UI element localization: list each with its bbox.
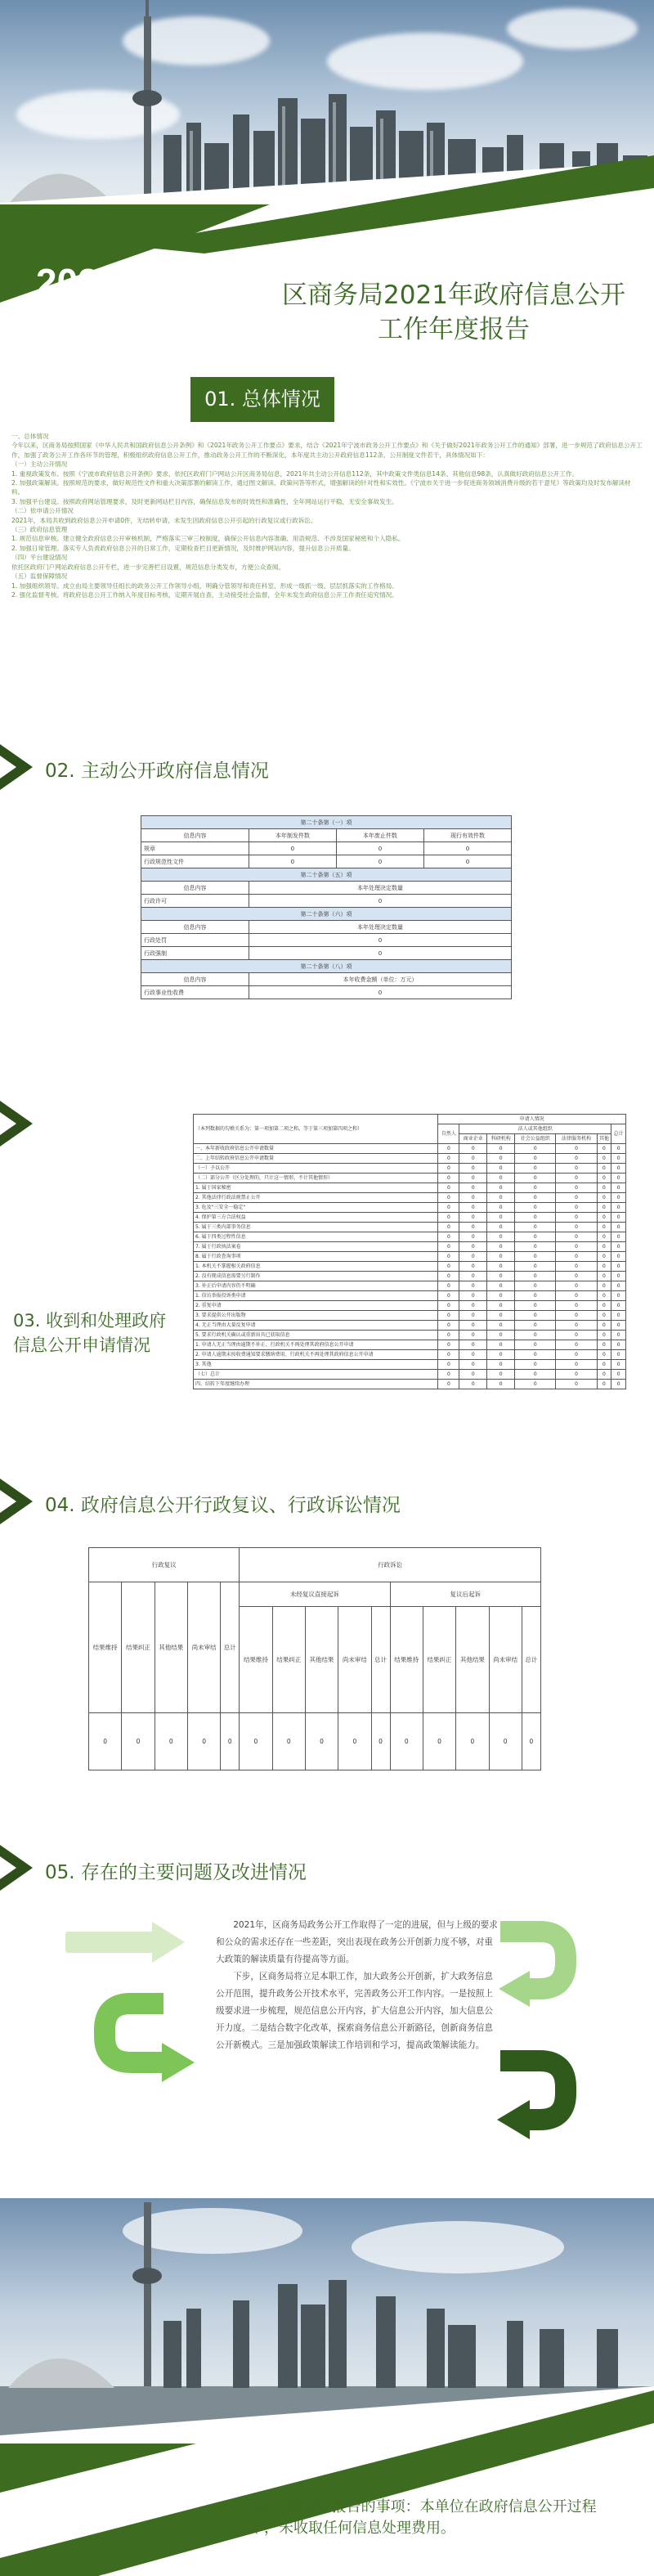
table-cell: 0 <box>611 1340 626 1350</box>
table-cell: 0 <box>597 1164 611 1174</box>
table-cell: 0 <box>611 1350 626 1360</box>
row-label: 4. 无正当理由大量反复申请 <box>194 1321 438 1331</box>
table-cell: 0 <box>597 1183 611 1193</box>
table-cell: 0 <box>611 1203 626 1213</box>
column-header: 信息内容 <box>141 882 249 895</box>
table-row <box>194 1272 626 1281</box>
table-cell: 0 <box>597 1262 611 1272</box>
table-cell: 0 <box>515 1272 556 1281</box>
review-litigation-table: 行政复议 行政诉讼 结果维持 结果纠正 其他结果 尚未审结 总计 未经复议直接起诉 复议后起诉 结果维持 结果纠正 其他结果 尚未审结 总计 结果维持 结果纠正 其他结果 尚未审结 总计 0 0 0 0 0 0 0 0 0 0 0 0 0 0 0 <box>88 1547 541 1770</box>
table-cell: 0 <box>515 1360 556 1370</box>
table-row <box>194 1252 626 1262</box>
table-cell: 0 <box>597 1242 611 1252</box>
column-header: 社会公益组织 <box>515 1134 556 1144</box>
table-cell: 0 <box>597 1331 611 1340</box>
row-label: 3. 要求提供公开出版物 <box>194 1311 438 1321</box>
table-row <box>194 1242 626 1252</box>
table-cell: 0 <box>556 1203 597 1213</box>
overview-paragraph: （一）主动公开情况 <box>11 460 68 469</box>
table-cell: 0 <box>487 1272 515 1281</box>
row-label: 1. 申请人无正当理由逾期不补正、行政机关不再处理其政府信息公开申请 <box>194 1340 438 1350</box>
table-row <box>194 1370 626 1380</box>
column-header: 法律服务机构 <box>556 1134 597 1144</box>
table-cell: 0 <box>556 1252 597 1262</box>
table-cell: 0 <box>438 1213 459 1223</box>
column-header: 科研机构 <box>487 1134 515 1144</box>
table-row: 规章 0 0 0 <box>141 842 512 855</box>
table-cell: 0 <box>611 1281 626 1291</box>
column-group-header: 申请人情况 <box>438 1115 626 1124</box>
table-cell: 0 <box>597 1360 611 1370</box>
table-cell: 0 <box>459 1262 487 1272</box>
table-cell: 0 <box>487 1340 515 1350</box>
table-cell: 0 <box>438 1203 459 1213</box>
table-row <box>194 1291 626 1301</box>
table-cell: 0 <box>515 1370 556 1380</box>
row-label: 1. 属于国家秘密 <box>194 1183 438 1193</box>
table-cell: 0 <box>459 1203 487 1213</box>
table-cell: 0 <box>597 1272 611 1281</box>
overview-paragraph: （五）监督保障情况 <box>11 572 68 581</box>
table-cell: 0 <box>556 1272 597 1281</box>
table-row <box>194 1301 626 1311</box>
table-cell: 0 <box>459 1252 487 1262</box>
table-cell: 0 <box>515 1193 556 1203</box>
table-cell: 0 <box>556 1350 597 1360</box>
table-row <box>194 1360 626 1370</box>
row-label: 二、上年结转政府信息公开申请数量 <box>194 1154 438 1164</box>
table-cell: 0 <box>556 1232 597 1242</box>
overview-paragraph: 1. 加强组织领导。成立由局主要领导任组长的政务公开工作领导小组，明确分管领导和责任科室，形成一级抓一级、层层抓落实的工作格局。 <box>11 581 398 590</box>
table-cell: 0 <box>459 1291 487 1301</box>
table-cell: 0 <box>515 1242 556 1252</box>
table-cell: 0 <box>515 1213 556 1223</box>
table-cell: 0 <box>597 1291 611 1301</box>
table-cell: 0 <box>556 1301 597 1311</box>
table-row <box>194 1232 626 1242</box>
table-row: 行政事业性收费 0 <box>141 986 512 999</box>
column-header: 本年处理决定数量 <box>249 882 511 895</box>
row-label: （七）总计 <box>194 1370 438 1380</box>
table-row <box>194 1223 626 1232</box>
table-cell: 0 <box>556 1331 597 1340</box>
row-label: 四、结转下年度继续办理 <box>194 1380 438 1389</box>
table-cell: 0 <box>597 1193 611 1203</box>
table-cell: 0 <box>438 1183 459 1193</box>
column-header: 信息内容 <box>141 921 249 934</box>
table-cell: 0 <box>487 1331 515 1340</box>
column-group-header: 行政诉讼 <box>240 1548 541 1582</box>
table-row <box>194 1203 626 1213</box>
table-cell: 0 <box>611 1193 626 1203</box>
table-row: 行政处罚 0 <box>141 934 512 947</box>
column-header: 总计 <box>611 1124 626 1144</box>
overview-paragraph: 2. 强化监督考核。将政府信息公开工作纳入年度目标考核，定期开展自查，主动接受社会监督，全年未发生政府信息公开工作责任追究情况。 <box>11 590 398 599</box>
table-cell: 0 <box>515 1164 556 1174</box>
table-cell: 0 <box>597 1301 611 1311</box>
section5-body <box>216 1917 498 2054</box>
table-cell: 0 <box>459 1232 487 1242</box>
table-cell: 0 <box>438 1311 459 1321</box>
table-row <box>194 1144 626 1154</box>
table-cell: 0 <box>487 1203 515 1213</box>
table-cell: 0 <box>487 1154 515 1164</box>
table-cell: 0 <box>438 1154 459 1164</box>
table-cell: 0 <box>556 1213 597 1223</box>
column-header: 本年废止件数 <box>336 829 423 842</box>
overview-paragraph: 3. 加强平台建设。按照政府网站管理要求，及时更新网站栏目内容，确保信息发布的时效性和准确性，全年网站运行平稳，无安全事故发生。 <box>11 497 398 505</box>
table-cell: 0 <box>597 1223 611 1232</box>
table-cell: 0 <box>515 1232 556 1242</box>
table-cell: 0 <box>611 1183 626 1193</box>
table-cell: 0 <box>459 1223 487 1232</box>
row-label: 6. 属于四类过程性信息 <box>194 1232 438 1242</box>
table-row <box>194 1174 626 1183</box>
row-label: 7. 属于行政执法案卷 <box>194 1242 438 1252</box>
table-cell: 0 <box>438 1340 459 1350</box>
table-cell: 0 <box>459 1272 487 1281</box>
table-cell: 0 <box>556 1242 597 1252</box>
column-group-header: 行政复议 <box>89 1548 240 1582</box>
table-cell: 0 <box>611 1291 626 1301</box>
table-cell: 0 <box>487 1242 515 1252</box>
row-label: 2. 没有现成信息需要另行制作 <box>194 1272 438 1281</box>
section2-heading: 02. 主动公开政府信息情况 <box>45 761 269 782</box>
table-cell: 0 <box>515 1331 556 1340</box>
table-cell: 0 <box>556 1144 597 1154</box>
table-row <box>194 1281 626 1291</box>
table-cell: 0 <box>459 1144 487 1154</box>
table-cell: 0 <box>611 1144 626 1154</box>
table-cell: 0 <box>459 1242 487 1252</box>
table-cell: 0 <box>556 1193 597 1203</box>
overview-paragraph: 2. 加强日常管理。落实专人负责政府信息公开的日常工作，定期检查栏目更新情况，及时维护网站内容，提升信息公开质量。 <box>11 544 355 552</box>
table-cell: 0 <box>515 1144 556 1154</box>
overview-paragraph: 2. 加强政策解读。按照规范的要求，做好规范性文件和重大决策部署的解读工作，通过图文解读、政策问答等形式，增强解读的针对性和实效性。《宁波市关于进一步促进商务领域消费升级的若干意见》等政策均及时发布解读材料。 <box>11 479 631 496</box>
table-cell: 0 <box>515 1291 556 1301</box>
table-row <box>194 1380 626 1389</box>
table-cell: 0 <box>611 1242 626 1252</box>
table-cell: 0 <box>438 1242 459 1252</box>
table-row: 行政规范性文件 0 0 0 <box>141 855 512 868</box>
table-cell: 0 <box>459 1350 487 1360</box>
column-header: 本年制发件数 <box>249 829 336 842</box>
table-cell: 0 <box>556 1370 597 1380</box>
section-arrow-icon <box>0 1845 33 1891</box>
table-cell: 0 <box>611 1223 626 1232</box>
table-cell: 0 <box>597 1174 611 1183</box>
table-cell: 0 <box>459 1183 487 1193</box>
table-cell: 0 <box>487 1232 515 1242</box>
table-row: 0 0 0 0 0 0 0 0 0 0 0 0 0 0 0 <box>89 1713 541 1770</box>
proactive-disclosure-table <box>141 815 512 999</box>
table-cell: 0 <box>611 1311 626 1321</box>
table-cell: 0 <box>487 1360 515 1370</box>
table-cell: 0 <box>438 1350 459 1360</box>
table-cell: 0 <box>459 1360 487 1370</box>
column-header: 本年收费金额（单位：万元） <box>249 973 511 986</box>
column-header: 信息内容 <box>141 973 249 986</box>
table-row <box>194 1154 626 1164</box>
section5-paragraph: 下步，区商务局将立足本职工作，加大政务公开创新，扩大政务信息公开范围，提升政务公开技术水平，完善政务公开工作内容。一是按照上级要求进一步梳理，规范信息公开内容，扩大信息公开内容，加大信息公开力度。二是结合数字化改革，探索商务信息公开新路径，创新商务信息公开新模式。三是加强政策解读工作培训和学习，提高政策解读能力。 <box>216 1972 493 2050</box>
row-label: 5. 要求行政机关确认或重新出具已获取信息 <box>194 1331 438 1340</box>
table-band: 第二十条第（一）项 <box>141 816 512 829</box>
table-cell: 0 <box>597 1203 611 1213</box>
table-cell: 0 <box>438 1252 459 1262</box>
table-corner: （本列数据的勾稽关系为：第一项加第二项之和，等于第三项加第四项之和） <box>194 1115 438 1144</box>
column-group-header: 法人或其他组织 <box>459 1124 611 1134</box>
table-cell: 0 <box>611 1331 626 1340</box>
row-label: 一、本年新收政府信息公开申请数量 <box>194 1144 438 1154</box>
table-cell: 0 <box>438 1360 459 1370</box>
section1-overview-text <box>11 432 643 599</box>
table-cell: 0 <box>515 1252 556 1262</box>
table-cell: 0 <box>597 1311 611 1321</box>
table-cell: 0 <box>459 1174 487 1183</box>
table-cell: 0 <box>438 1262 459 1272</box>
table-row: 行政强制 0 <box>141 947 512 960</box>
title-line-2: 工作年度报告 <box>378 315 530 344</box>
table-cell: 0 <box>487 1174 515 1183</box>
table-row <box>194 1340 626 1350</box>
table-cell: 0 <box>438 1321 459 1331</box>
table-cell: 0 <box>438 1301 459 1311</box>
table-cell: 0 <box>556 1321 597 1331</box>
table-cell: 0 <box>438 1291 459 1301</box>
row-label: 1. 本机关不掌握相关政府信息 <box>194 1262 438 1272</box>
table-cell: 0 <box>597 1380 611 1389</box>
row-label: 5. 属于三类内部事务信息 <box>194 1223 438 1232</box>
table-cell: 0 <box>515 1203 556 1213</box>
table-cell: 0 <box>487 1193 515 1203</box>
table-cell: 0 <box>487 1164 515 1174</box>
table-cell: 0 <box>487 1262 515 1272</box>
section5-heading: 05. 存在的主要问题及改进情况 <box>45 1862 307 1883</box>
table-cell: 0 <box>556 1291 597 1301</box>
table-cell: 0 <box>611 1370 626 1380</box>
column-header: 自然人 <box>438 1124 459 1144</box>
table-cell: 0 <box>487 1291 515 1301</box>
row-label: 2. 其他法律行政法规禁止公开 <box>194 1193 438 1203</box>
table-cell: 0 <box>487 1311 515 1321</box>
table-cell: 0 <box>438 1331 459 1340</box>
table-cell: 0 <box>487 1281 515 1291</box>
table-cell: 0 <box>597 1350 611 1360</box>
table-row <box>194 1193 626 1203</box>
page-title <box>258 278 650 347</box>
row-label: 2. 重复申请 <box>194 1301 438 1311</box>
table-cell: 0 <box>611 1380 626 1389</box>
table-cell: 0 <box>611 1321 626 1331</box>
table-cell: 0 <box>515 1340 556 1350</box>
table-cell: 0 <box>459 1380 487 1389</box>
table-cell: 0 <box>597 1144 611 1154</box>
table-cell: 0 <box>611 1262 626 1272</box>
table-cell: 0 <box>487 1252 515 1262</box>
table-cell: 0 <box>611 1301 626 1311</box>
table-cell: 0 <box>459 1370 487 1380</box>
row-label: 4. 保护第三方合法权益 <box>194 1213 438 1223</box>
table-cell: 0 <box>556 1262 597 1272</box>
table-cell: 0 <box>556 1311 597 1321</box>
table-cell: 0 <box>597 1252 611 1262</box>
table-cell: 0 <box>438 1223 459 1232</box>
table-cell: 0 <box>459 1213 487 1223</box>
table-cell: 0 <box>597 1321 611 1331</box>
table-cell: 0 <box>459 1340 487 1350</box>
table-row <box>194 1164 626 1174</box>
overview-paragraph: （二）依申请公开情况 <box>11 507 74 515</box>
table-cell: 0 <box>556 1164 597 1174</box>
row-label: 2. 申请人逾期未按收费通知要求缴纳费用、行政机关不再处理其政府信息公开申请 <box>194 1350 438 1360</box>
table-cell: 0 <box>515 1223 556 1232</box>
section-arrow-icon <box>0 744 33 790</box>
table-cell: 0 <box>611 1360 626 1370</box>
table-cell: 0 <box>438 1281 459 1291</box>
table-cell: 0 <box>459 1281 487 1291</box>
table-cell: 0 <box>438 1193 459 1203</box>
column-header: 信息内容 <box>141 829 249 842</box>
table-row <box>194 1350 626 1360</box>
table-cell: 0 <box>459 1331 487 1340</box>
row-label: 3. 补正后申请内容仍不明确 <box>194 1281 438 1291</box>
table-cell: 0 <box>611 1164 626 1174</box>
table-cell: 0 <box>438 1164 459 1174</box>
table-cell: 0 <box>515 1262 556 1272</box>
table-row: 行政许可 0 <box>141 895 512 908</box>
report-year: 2021 <box>36 261 120 303</box>
row-label: （二）部分公开（区分处理的，只计这一情形，不计其他情形） <box>194 1174 438 1183</box>
table-cell: 0 <box>438 1380 459 1389</box>
column-header: 商业企业 <box>459 1134 487 1144</box>
table-cell: 0 <box>515 1311 556 1321</box>
row-label: 3. 其他 <box>194 1360 438 1370</box>
table-cell: 0 <box>515 1380 556 1389</box>
table-row <box>194 1183 626 1193</box>
section5-paragraph: 2021年，区商务局政务公开工作取得了一定的进展，但与上级的要求和公众的需求还存在一些差距，突出表现在政务公开创新力度不够，对重大政策的解读质量有待提高等方面。 <box>216 1920 498 1964</box>
table-row <box>194 1321 626 1331</box>
overview-paragraph: 依托区政府门户网站政府信息公开专栏，进一步完善栏目设置，规范信息分类发布，方便公众查阅。 <box>11 563 285 571</box>
table-cell: 0 <box>611 1232 626 1242</box>
table-cell: 0 <box>515 1174 556 1183</box>
table-cell: 0 <box>597 1370 611 1380</box>
section-arrow-icon <box>0 1101 33 1147</box>
section1-heading: 01. 总体情况 <box>190 377 334 422</box>
table-cell: 0 <box>438 1232 459 1242</box>
table-row <box>194 1262 626 1272</box>
table-band: 第二十条第（六）项 <box>141 908 512 921</box>
column-header: 本年处理决定数量 <box>249 921 511 934</box>
table-cell: 0 <box>459 1154 487 1164</box>
application-handling-table <box>193 1114 626 1389</box>
section4-heading: 04. 政府信息公开行政复议、行政诉讼情况 <box>45 1495 401 1516</box>
table-cell: 0 <box>515 1350 556 1360</box>
table-cell: 0 <box>515 1154 556 1164</box>
table-cell: 0 <box>597 1154 611 1164</box>
column-group-header: 复议后起诉 <box>390 1582 540 1607</box>
table-cell: 0 <box>556 1154 597 1164</box>
table-band: 第二十条第（八）项 <box>141 960 512 973</box>
table-cell: 0 <box>459 1301 487 1311</box>
table-cell: 0 <box>515 1301 556 1311</box>
table-cell: 0 <box>515 1321 556 1331</box>
table-row <box>194 1213 626 1223</box>
table-cell: 0 <box>556 1183 597 1193</box>
table-cell: 0 <box>487 1301 515 1311</box>
hero-banner <box>0 0 654 368</box>
table-cell: 0 <box>611 1252 626 1262</box>
row-label: （一）予以公开 <box>194 1164 438 1174</box>
title-line-1: 区商务局2021年政府信息公开 <box>282 280 625 310</box>
overview-paragraph: 1. 重视政策发布。按照《宁波市政府信息公开条例》要求，依托区政府门户网站公开区商务局信息，2021年共主动公开信息112条，其中政策文件类信息14条、其他信息98条，认真做好政府信息公开工作。 <box>11 469 579 478</box>
table-cell: 0 <box>611 1213 626 1223</box>
column-header: 现行有效件数 <box>423 829 511 842</box>
overview-paragraph: 今年以来，区商务局按照国家《中华人民共和国政府信息公开条例》和《2021年政务公开工作要点》要求，结合《2021年宁波市政务公开工作要点》和《关于做好2021年政务公开工作的通知》部署，进一步规范了政府信息公开工作，加强了政务公开工作各环节的管理，积极组织政府信息公开工作，推动政务公开工作的不断深化，本年度共主动公开政府信息112条，公开制度文件若干，具体情况如下： <box>11 442 643 459</box>
overview-paragraph: （四）平台建设情况 <box>11 554 68 562</box>
table-cell: 0 <box>487 1213 515 1223</box>
table-cell: 0 <box>597 1232 611 1242</box>
overview-paragraph: 1. 规范信息审核。建立健全政府信息公开审核机制，严格落实三审三校制度，确保公开信息内容准确、用语规范、不涉及国家秘密和个人隐私。 <box>11 535 405 543</box>
row-label: 8. 属于行政查询事项 <box>194 1252 438 1262</box>
table-cell: 0 <box>438 1272 459 1281</box>
table-cell: 0 <box>487 1183 515 1193</box>
section-arrow-icon <box>0 1479 33 1524</box>
row-label: 3. 危及"三安全一稳定" <box>194 1203 438 1213</box>
table-cell: 0 <box>556 1380 597 1389</box>
table-cell: 0 <box>459 1311 487 1321</box>
overview-paragraph: 一、总体情况 <box>11 433 49 440</box>
row-label: 1. 信访举报投诉类申请 <box>194 1291 438 1301</box>
overview-paragraph: （三）政府信息管理 <box>11 526 68 534</box>
table-row <box>194 1311 626 1321</box>
table-cell: 0 <box>487 1380 515 1389</box>
table-cell: 0 <box>556 1360 597 1370</box>
table-cell: 0 <box>556 1174 597 1183</box>
table-cell: 0 <box>438 1144 459 1154</box>
table-cell: 0 <box>515 1183 556 1193</box>
table-cell: 0 <box>438 1370 459 1380</box>
table-cell: 0 <box>459 1321 487 1331</box>
table-band: 第二十条第（五）项 <box>141 868 512 882</box>
table-cell: 0 <box>556 1223 597 1232</box>
table-cell: 0 <box>611 1154 626 1164</box>
column-header: 其他 <box>597 1134 611 1144</box>
table-cell: 0 <box>487 1144 515 1154</box>
table-cell: 0 <box>556 1281 597 1291</box>
table-cell: 0 <box>611 1174 626 1183</box>
section3-heading: 03. 收到和处理政府 信息公开申请情况 <box>13 1311 167 1355</box>
table-cell: 0 <box>611 1272 626 1281</box>
table-cell: 0 <box>597 1213 611 1223</box>
table-cell: 0 <box>459 1164 487 1174</box>
table-cell: 0 <box>556 1340 597 1350</box>
table-cell: 0 <box>459 1193 487 1203</box>
footer-text: 06.其他需要报告的事项：本单位在政府信息公开过程中，未收取任何信息处理费用。 <box>249 2498 597 2537</box>
table-cell: 0 <box>487 1223 515 1232</box>
table-cell: 0 <box>597 1281 611 1291</box>
table-cell: 0 <box>487 1350 515 1360</box>
table-cell: 0 <box>438 1174 459 1183</box>
table-cell: 0 <box>487 1321 515 1331</box>
overview-paragraph: 2021年，本局共收到政府信息公开申请0件，无结转申请，未发生因政府信息公开引起的行政复议或行政诉讼。 <box>11 516 317 524</box>
column-group-header: 未经复议直接起诉 <box>240 1582 390 1607</box>
table-cell: 0 <box>487 1370 515 1380</box>
table-cell: 0 <box>515 1281 556 1291</box>
table-cell: 0 <box>597 1340 611 1350</box>
table-row <box>194 1331 626 1340</box>
